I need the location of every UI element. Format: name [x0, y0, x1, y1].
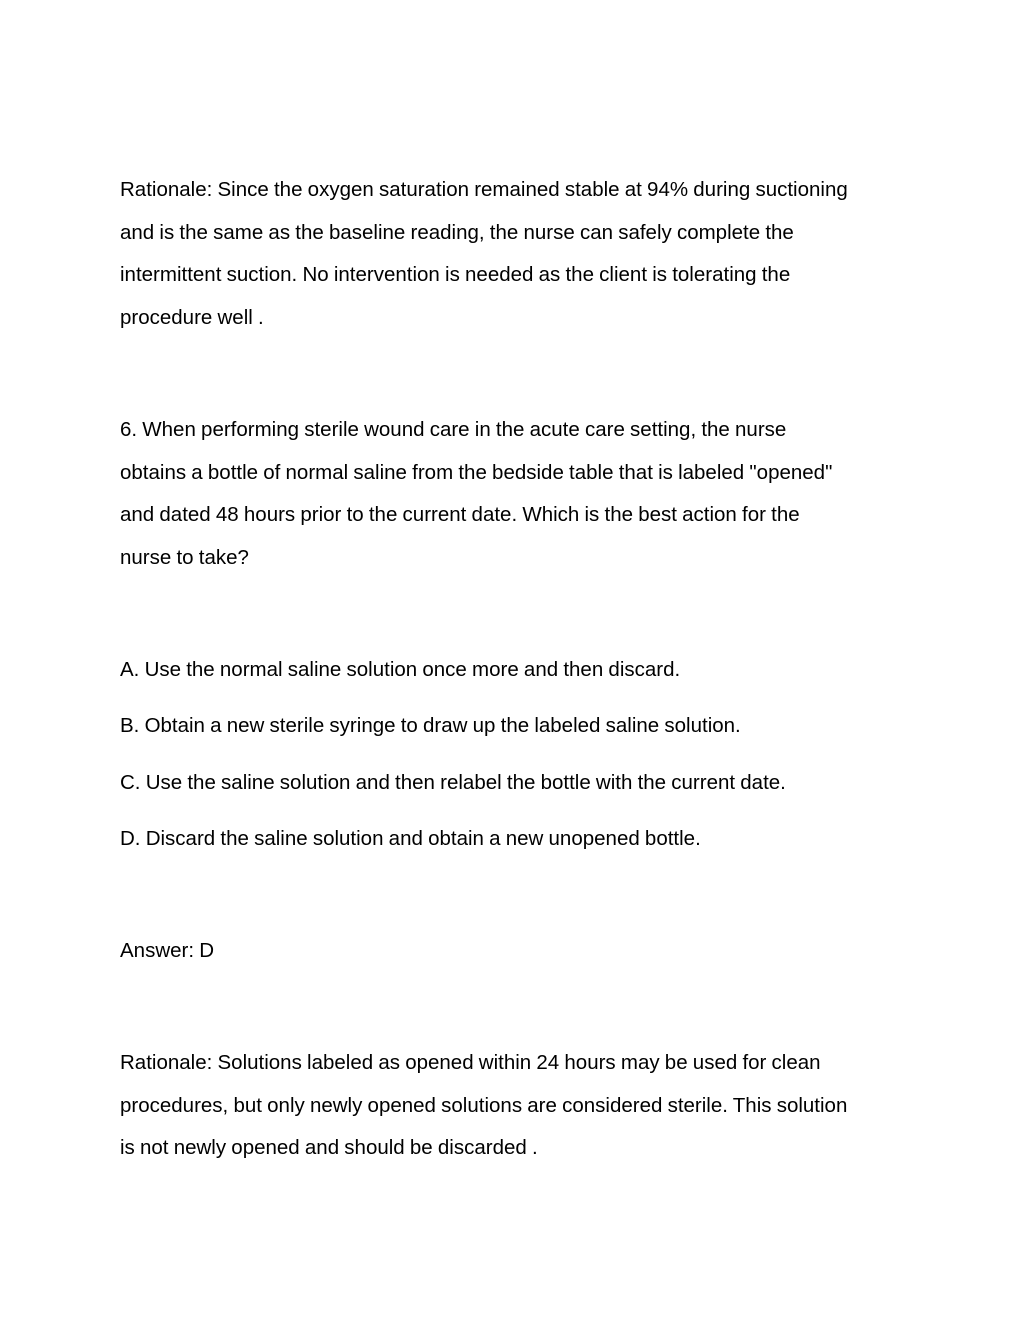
rationale-line: and is the same as the baseline reading, the nurse can safely complete the: [120, 220, 794, 244]
rationale-line: procedure well .: [120, 305, 264, 329]
answer-option-c: C. Use the saline solution and then relabel the bottle with the current date.: [120, 771, 786, 794]
rationale-paragraph: [120, 1042, 900, 1170]
question-line: 6. When performing sterile wound care in the acute care setting, the nurse: [120, 418, 787, 441]
answer-option-d: D. Discard the saline solution and obtain a new unopened bottle.: [120, 827, 701, 850]
question-line: and dated 48 hours prior to the current date. Which is the best action for the: [120, 503, 800, 526]
rationale-line: intermittent suction. No intervention is needed as the client is tolerating the: [120, 263, 791, 286]
question-paragraph: [120, 409, 900, 579]
answer-option-b: B. Obtain a new sterile syringe to draw up the labeled saline solution.: [120, 714, 741, 737]
rationale-line: Rationale: Solutions labeled as opened within 24 hours may be used for clean: [120, 1051, 821, 1074]
answer-key: Answer: D: [120, 939, 215, 962]
question-line: nurse to take?: [120, 545, 249, 569]
rationale-line: is not newly opened and should be discarded .: [120, 1136, 538, 1159]
rationale-line: procedures, but only newly opened solutions are considered sterile. This solution: [120, 1093, 848, 1117]
rationale-line: Rationale: Since the oxygen saturation remained stable at 94% during suctioning: [120, 178, 848, 201]
rationale-paragraph: [120, 169, 900, 339]
answer-option-a: A. Use the normal saline solution once more and then discard.: [120, 658, 681, 681]
question-line: obtains a bottle of normal saline from the bedside table that is labeled "opened": [120, 460, 833, 484]
